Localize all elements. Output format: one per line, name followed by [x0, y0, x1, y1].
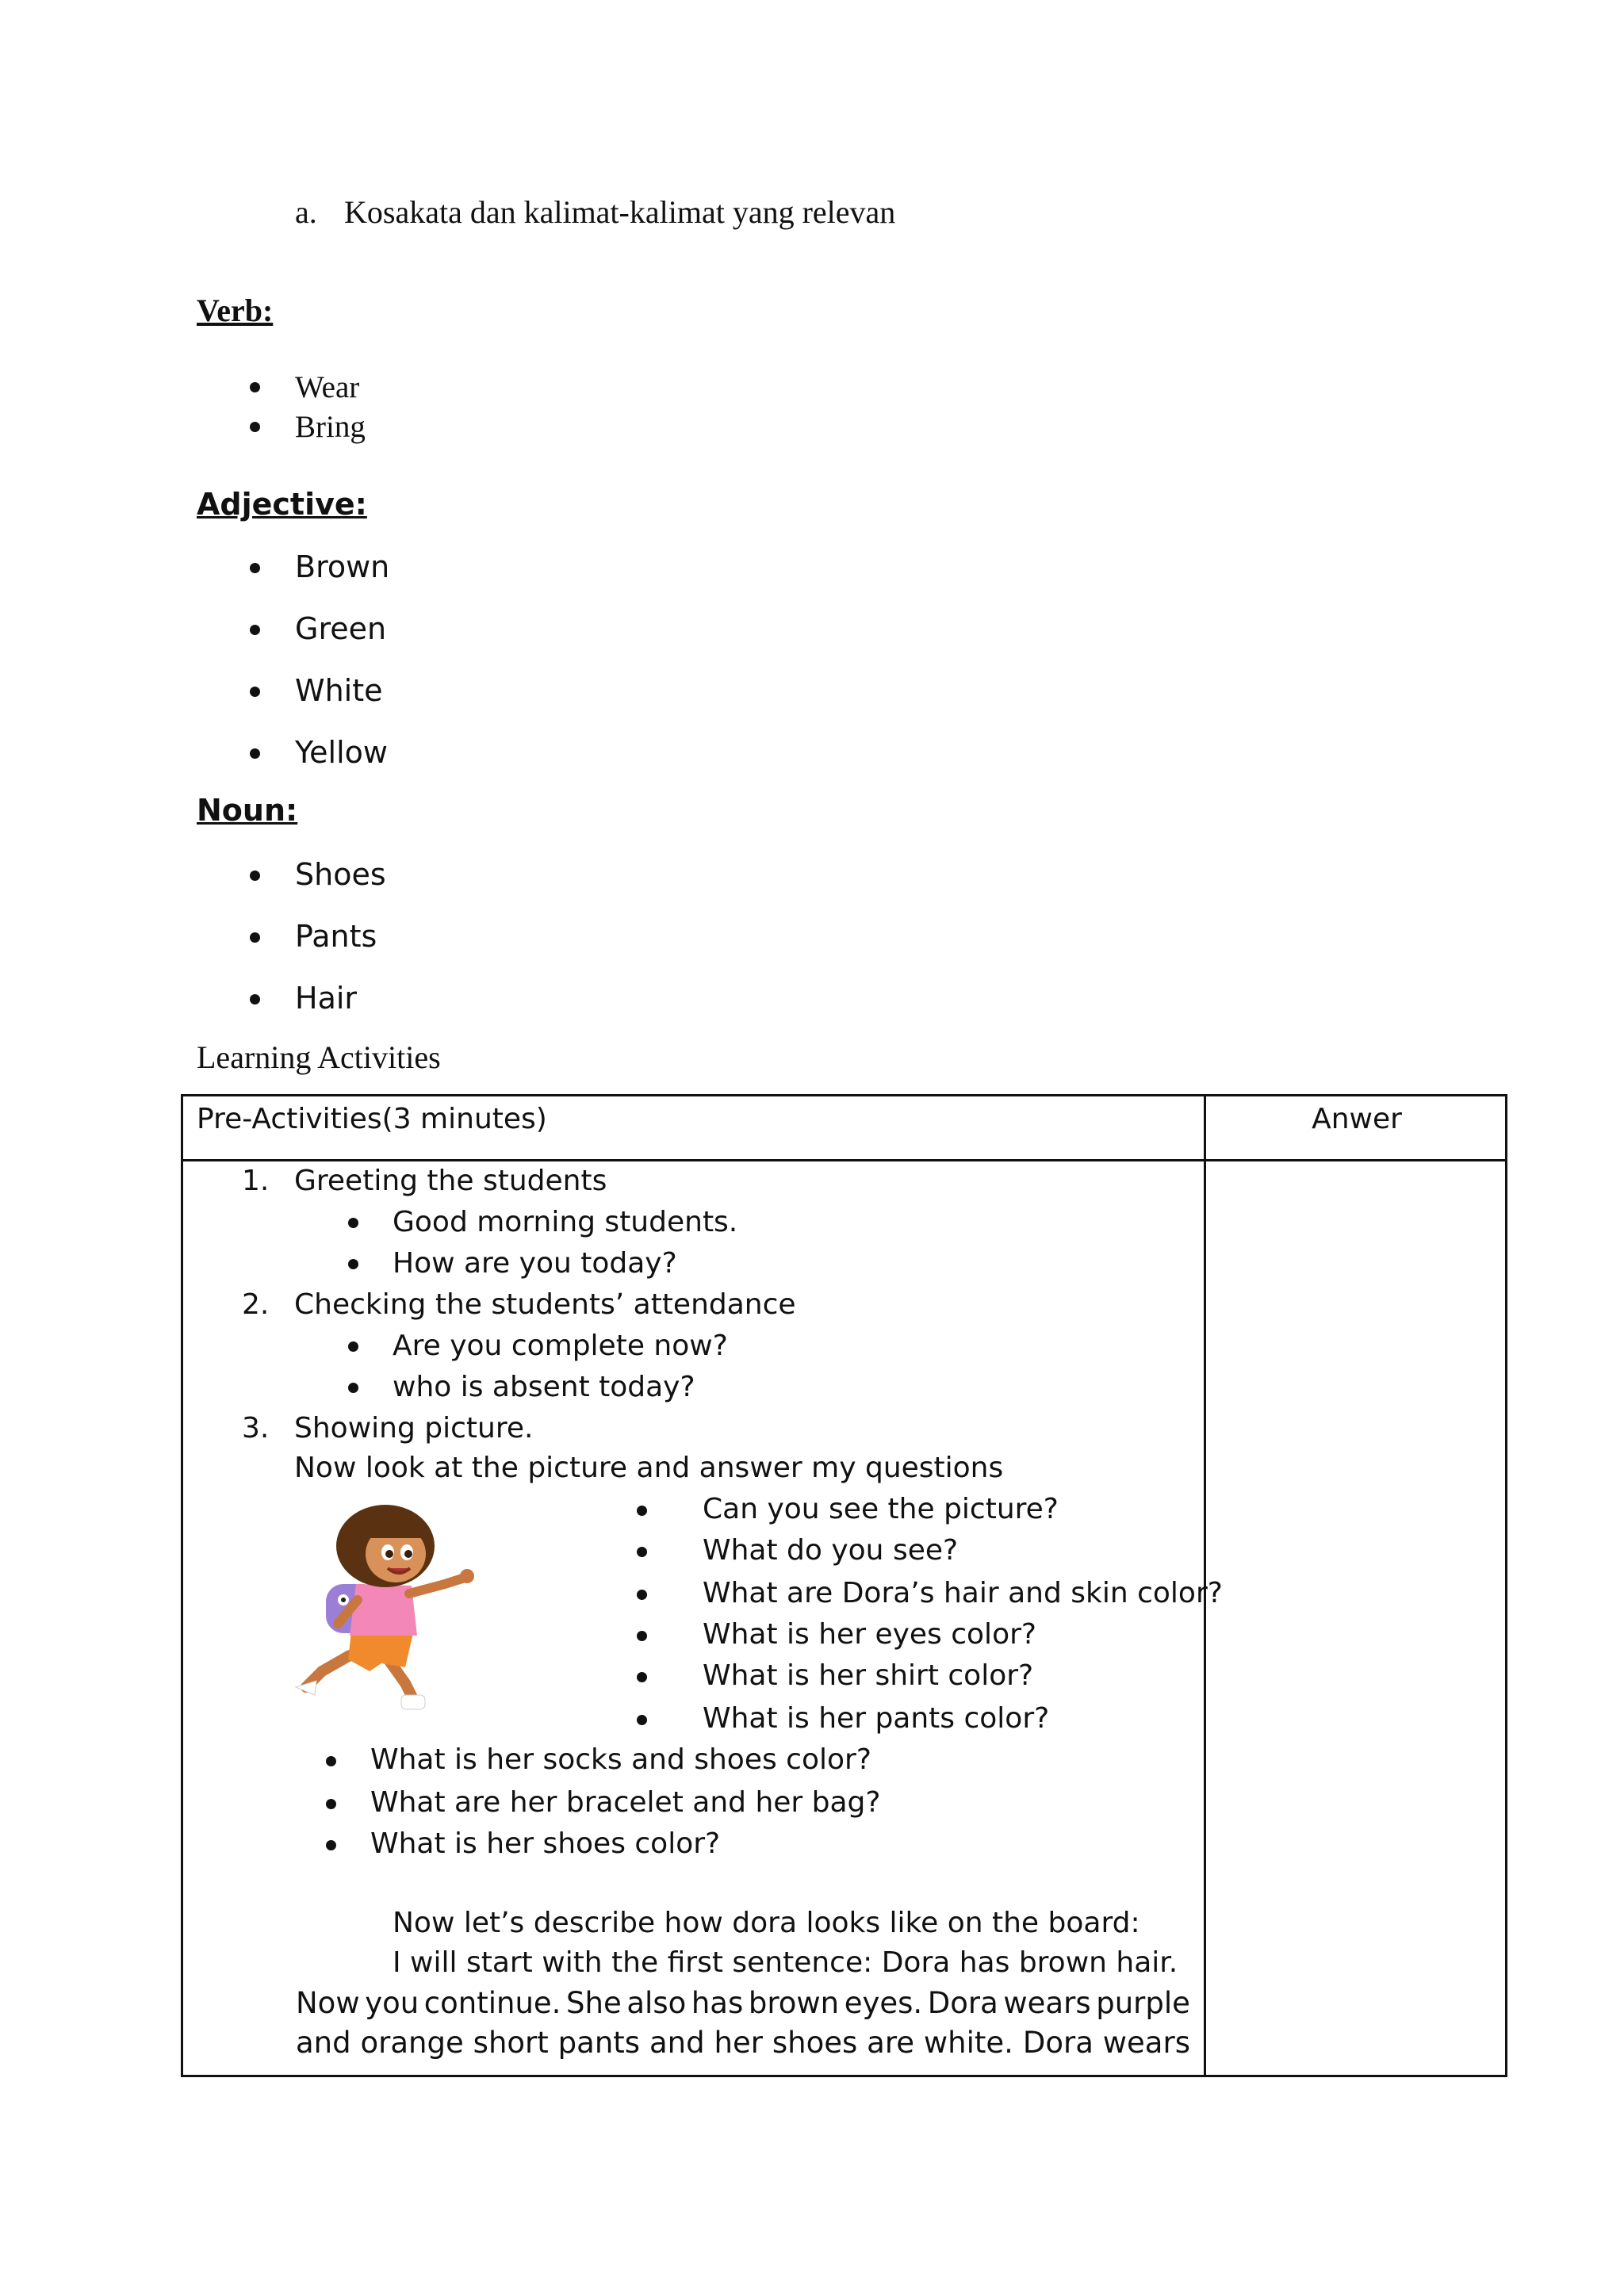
bullet-icon: [250, 687, 260, 697]
noun-heading: Noun:: [197, 793, 298, 828]
step-number: 1.: [242, 1165, 270, 1197]
bullet-icon: [637, 1506, 647, 1516]
step-text: Showing picture.: [294, 1412, 534, 1445]
verb-heading: Verb:: [197, 293, 274, 328]
continue-line: and orange short pants and her shoes are white. Dora wears: [296, 2026, 1190, 2060]
adjective-item: Yellow: [295, 735, 388, 770]
more-question: What is her shoes color?: [370, 1827, 721, 1860]
step-bullet: Are you complete now?: [393, 1330, 728, 1362]
bullet-icon: [326, 1799, 336, 1809]
adjective-heading: Adjective:: [197, 487, 367, 522]
bullet-icon: [250, 625, 260, 635]
bullet-icon: [637, 1672, 647, 1682]
describe-line: I will start with the first sentence: Dora has brown hair.: [393, 1946, 1178, 1979]
bullet-icon: [250, 382, 260, 392]
bullet-icon: [250, 422, 260, 432]
step-bullet: who is absent today?: [393, 1371, 695, 1403]
bullet-icon: [637, 1631, 647, 1641]
bullet-icon: [348, 1259, 358, 1269]
picture-question: What do you see?: [703, 1534, 959, 1567]
step-text: Greeting the students: [294, 1165, 607, 1197]
more-question: What are her bracelet and her bag?: [370, 1786, 881, 1819]
bullet-icon: [637, 1590, 647, 1600]
bullet-icon: [250, 871, 260, 881]
step-subtext: Now look at the picture and answer my questions: [294, 1452, 1004, 1484]
continue-line: Now you continue. She also has brown eyes. Dora wears purple: [296, 1986, 1190, 2020]
section-marker: a.: [295, 194, 317, 230]
verb-item: Wear: [295, 370, 360, 404]
more-question: What is her socks and shoes color?: [370, 1743, 871, 1776]
noun-item: Shoes: [295, 857, 386, 892]
picture-question: What is her pants color?: [703, 1702, 1050, 1735]
bullet-icon: [326, 1756, 336, 1766]
describe-line: Now let’s describe how dora looks like on the board:: [393, 1907, 1140, 1939]
picture-question: What is her shirt color?: [703, 1659, 1034, 1692]
bullet-icon: [637, 1547, 647, 1557]
table-divider: [183, 1159, 1505, 1161]
bullet-icon: [348, 1218, 358, 1228]
bullet-icon: [250, 932, 260, 943]
picture-question: Can you see the picture?: [703, 1493, 1059, 1525]
bullet-icon: [348, 1341, 358, 1352]
table-header-activity: Pre-Activities(3 minutes): [197, 1103, 547, 1135]
step-text: Checking the students’ attendance: [294, 1288, 796, 1321]
adjective-item: White: [295, 673, 383, 708]
step-number: 2.: [242, 1288, 270, 1321]
picture-question: What are Dora’s hair and skin color?: [703, 1577, 1223, 1609]
bullet-icon: [250, 994, 260, 1004]
activities-table: [181, 1094, 1507, 2077]
bullet-icon: [637, 1715, 647, 1725]
dora-picture: [294, 1505, 496, 1719]
step-bullet: How are you today?: [393, 1247, 677, 1280]
section-title: Kosakata dan kalimat-kalimat yang relevan: [344, 194, 896, 230]
table-header-answer: Anwer: [1312, 1103, 1402, 1135]
noun-item: Hair: [295, 981, 358, 1016]
step-bullet: Good morning students.: [393, 1206, 738, 1238]
bullet-icon: [348, 1383, 358, 1393]
bullet-icon: [250, 563, 260, 573]
adjective-item: Green: [295, 611, 387, 646]
step-number: 3.: [242, 1412, 270, 1445]
bullet-icon: [326, 1840, 336, 1850]
bullet-icon: [250, 748, 260, 759]
picture-question: What is her eyes color?: [703, 1618, 1036, 1651]
verb-item: Bring: [295, 410, 366, 444]
learning-activities-title: Learning Activities: [197, 1039, 441, 1075]
adjective-item: Brown: [295, 549, 390, 584]
noun-item: Pants: [295, 919, 377, 954]
